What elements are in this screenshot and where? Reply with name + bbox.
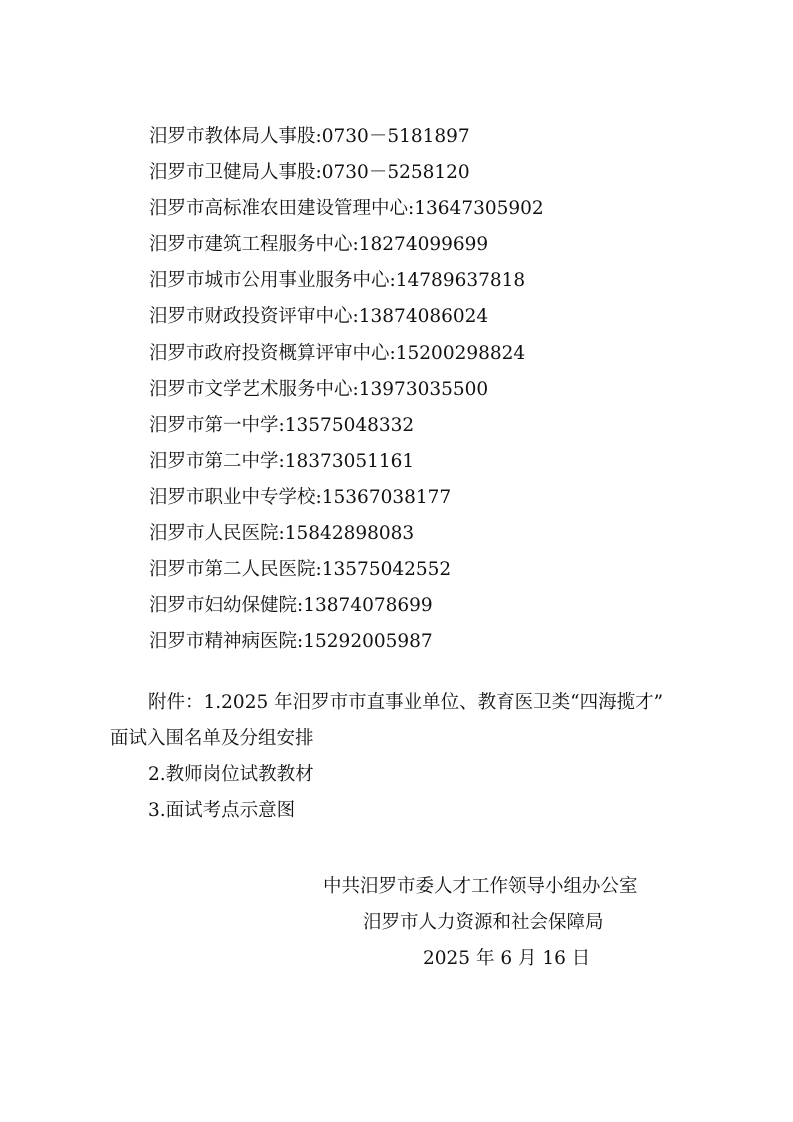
contact-line: 汨罗市教体局人事股:0730－5181897 (149, 126, 470, 147)
contact-line: 汨罗市政府投资概算评审中心:15200298824 (149, 342, 526, 364)
contact-line: 汨罗市卫健局人事股:0730－5258120 (149, 162, 470, 184)
contact-line: 汨罗市财政投资评审中心:13874086024 (149, 306, 489, 328)
contact-line: 汨罗市第二人民医院:13575042552 (149, 559, 452, 581)
issuing-org-1: 中共汨罗市委人才工作领导小组办公室 (323, 876, 638, 897)
contact-list (149, 122, 749, 663)
attachment-item-1-line-2: 面试入围名单及分组安排 (110, 728, 314, 749)
attachment-item-3: 3.面试考点示意图 (148, 800, 296, 821)
contact-line: 汨罗市高标准农田建设管理中心:13647305902 (149, 198, 544, 220)
contact-line: 汨罗市精神病医院:15292005987 (149, 631, 433, 653)
contact-line: 汨罗市职业中专学校:15367038177 (149, 486, 452, 508)
attachment-item-1-line-1: 附件：1.2025 年汨罗市市直事业单位、教育医卫类“四海揽才” (148, 692, 664, 713)
contact-line: 汨罗市人民医院:15842898083 (149, 523, 415, 545)
contact-line: 汨罗市城市公用事业服务中心:14789637818 (149, 270, 526, 292)
contact-line: 汨罗市第一中学:13575048332 (149, 414, 415, 436)
contact-line: 汨罗市妇幼保健院:13874078699 (149, 595, 433, 617)
contact-line: 汨罗市建筑工程服务中心:18274099699 (149, 234, 489, 256)
attachment-item-2: 2.教师岗位试教教材 (148, 764, 314, 785)
issuing-org-2: 汨罗市人力资源和社会保障局 (363, 912, 604, 933)
contact-line: 汨罗市文学艺术服务中心:13973035500 (149, 378, 489, 400)
issue-date: 2025 年 6 月 16 日 (423, 948, 591, 969)
contact-line: 汨罗市第二中学:18373051161 (149, 450, 415, 472)
